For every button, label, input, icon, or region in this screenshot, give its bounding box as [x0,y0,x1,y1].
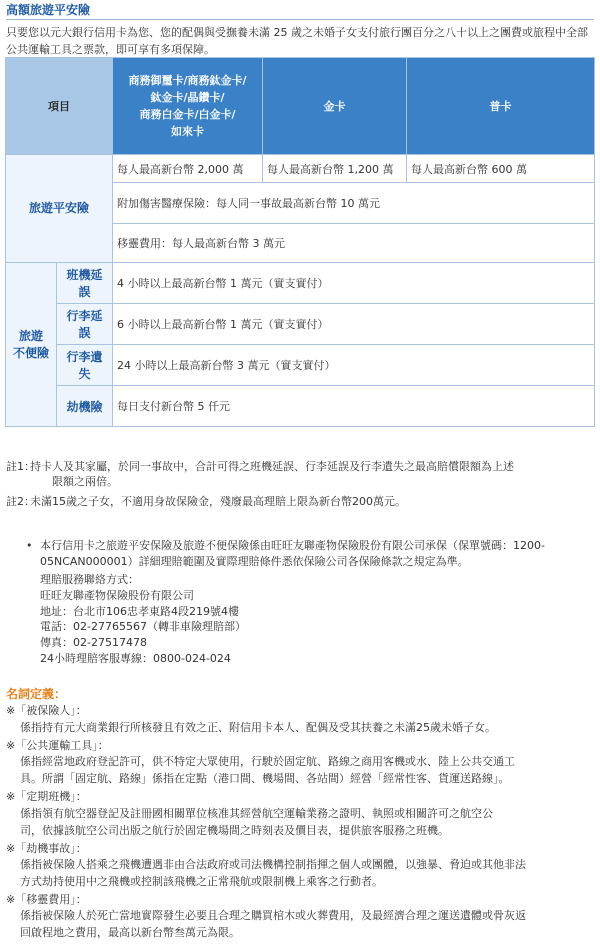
definition-line: 係指持有元大商業銀行所核發且有效之正、附信用卡本人、配偶及受其扶養之未滿25歲未婚子女。 [20,721,496,734]
note-text: 未滿15歲之子女，不適用身故保險金，殘廢最高理賠上限為新台幣200萬元。 [30,495,406,508]
definition-line: 具。所謂「固定航、路線」係指在定點（港口間、機場間、各站間）經營「經常性客、貨運送路線」。 [20,771,510,785]
table-cell: 6 小時以上最高新台幣 1 萬元（實支實付） [113,304,595,345]
table-cell: 4 小時以上最高新台幣 1 萬元（實支實付） [113,263,595,304]
table-cell: 移靈費用：每人最高新台幣 3 萬元 [113,224,595,263]
table-row [6,345,595,386]
definition-line: 係指領有航空器登記及註冊國相關單位核准其經營航空運輸業務之證明、執照或相關許可之航空公 [20,807,493,820]
note-label: 註2： [6,495,35,508]
note-label: 註1： [6,460,35,473]
table-header-row [6,58,595,155]
insurer-statement-text: 本行信用卡之旅遊平安保險及旅遊不便保險係由旺旺友聯產物保險股份有限公司承保（保單號碼：1200-05NCAN000001）詳細理賠範圍及實際理賠條件悉依保險公司各保險條款之規定為準。 [40,539,545,568]
subcategory-flight-delay: 班機延誤 [57,263,113,304]
coverage-table [5,57,595,427]
category-travel-accident: 旅遊平安險 [6,155,113,263]
category-inconvenience-line: 不便險 [12,345,49,360]
note-line: 限額之兩倍。 [52,475,118,488]
note-1 [6,459,596,491]
contact-heading: 理賠服務聯絡方式： [40,573,139,586]
contact-company: 旺旺友聯產物保險股份有限公司 [40,588,194,602]
section-title: 高額旅遊平安險 [6,1,594,20]
definition-term: ※「劫機事故」： [6,842,87,855]
contact-hotline: 24小時理賠客服專線：0800-024-024 [40,651,231,665]
table-row [6,263,595,304]
header-premium-line: 鈦金卡/晶鑽卡/ [150,91,225,104]
definition-line: 司，依據該航空公司出版之航行於固定機場間之時刻表及價目表，提供旅客服務之班機。 [20,823,449,837]
header-premium-line: 如來卡 [171,125,204,138]
header-premium-cards [113,58,263,155]
definition-line: 回啟程地之費用，最高以新台幣叁萬元為限。 [20,925,240,939]
intro-text: 只要您以元大銀行信用卡為您、您的配偶與受撫養未滿 25 歲之未婚子女支付旅行團百分之八十以上之團費或旅程中全部公共運輸工具之票款，即可享有多項保障。 [6,26,588,56]
category-inconvenience [6,263,57,427]
definition-text [20,754,590,787]
contact-address: 地址：台北市106忠孝東路4段219號4樓 [40,604,239,618]
definition-term: ※「被保險人」： [6,704,87,717]
header-classic-card: 普卡 [407,58,595,155]
table-row [6,155,595,183]
table-row [6,386,595,427]
table-cell: 每日支付新台幣 5 仟元 [113,386,595,427]
table-row [6,304,595,345]
definition-term: ※「定期班機」： [6,790,87,803]
subcategory-hijack: 劫機險 [57,386,113,427]
table-cell: 每人最高新台幣 2,000 萬 [113,155,263,183]
definition-line: 係指被保險人搭乘之飛機遭遇非由合法政府或司法機構控制指揮之個人或團體，以強暴、脅迫或其他非法 [20,858,526,871]
header-premium-line: 商務白金卡/白金卡/ [139,108,236,121]
category-inconvenience-line: 旅遊 [18,328,43,343]
definition-term: ※「公共運輸工具」： [6,739,109,752]
definition-text [20,720,590,737]
definition-line: 係指經當地政府登記許可，供不特定大眾使用，行駛於固定航、路線之商用客機或水、陸上公共交通工 [20,755,515,768]
bullet-icon: • [26,539,33,552]
definition-text [20,908,590,941]
note-text [30,459,596,489]
definition-term: ※「移靈費用」： [6,893,87,906]
note-2 [6,494,596,510]
header-gold-card: 金卡 [263,58,407,155]
contact-phone: 電話：02-27765567（轉非車險理賠部） [40,620,246,634]
table-cell: 附加傷害醫療保險：每人同一事故最高新台幣 10 萬元 [113,183,595,224]
table-cell: 每人最高新台幣 1,200 萬 [263,155,407,183]
table-cell: 24 小時以上最高新台幣 3 萬元（實支實付） [113,345,595,386]
contact-block [40,572,440,667]
definition-line: 係指被保險人於死亡當地實際發生必要且合理之購買棺木或火葬費用，及最經濟合理之運送遺體或骨灰返 [20,909,526,922]
definitions-title: 名詞定義： [6,687,67,701]
table-cell: 每人最高新台幣 600 萬 [407,155,595,183]
definition-line: 方式劫持使用中之飛機或控制該飛機之正常飛航或限制機上乘客之行動者。 [20,874,383,888]
header-item: 項目 [6,58,113,155]
note-line: 持卡人及其家屬，於同一事故中，合計可得之班機延誤、行李延誤及行李遺失之最高賠償限額為上述 [30,460,514,473]
definition-text [20,806,590,839]
header-premium-line: 商務御璽卡/商務鈦金卡/ [128,74,247,87]
subcategory-baggage-loss: 行李遺失 [57,345,113,386]
contact-fax: 傳真：02-27517478 [40,636,147,650]
subcategory-baggage-delay: 行李延誤 [57,304,113,345]
definition-text [20,857,590,890]
